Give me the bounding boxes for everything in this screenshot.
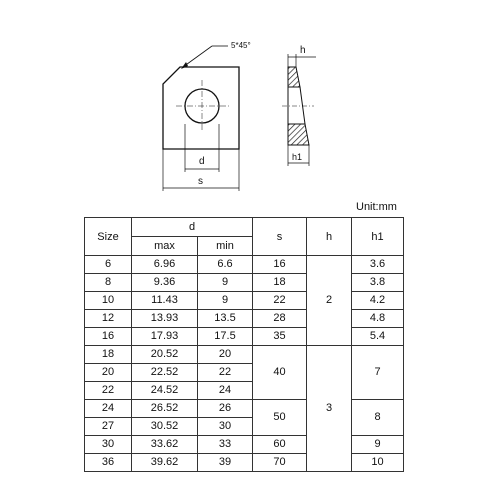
- table-row: [85, 256, 404, 274]
- cell-s: 28: [253, 310, 307, 328]
- table-row: [85, 436, 404, 454]
- cell-max: 39.62: [132, 454, 198, 472]
- front-view: [163, 41, 251, 191]
- cell-h: 3: [307, 346, 352, 472]
- table-row: [85, 310, 404, 328]
- side-view: [282, 45, 316, 166]
- cell-max: 20.52: [132, 346, 198, 364]
- section-middle: [288, 87, 305, 124]
- cell-h1: 5.4: [352, 328, 404, 346]
- cell-min: 9: [198, 292, 253, 310]
- header-size: Size: [85, 218, 132, 256]
- cell-h1: 8: [352, 400, 404, 436]
- cell-h: 2: [307, 256, 352, 346]
- cell-max: 13.93: [132, 310, 198, 328]
- cell-max: 24.52: [132, 382, 198, 400]
- header-row: [85, 218, 404, 237]
- table-row: [85, 454, 404, 472]
- header-max: max: [132, 237, 198, 256]
- cell-s: 60: [253, 436, 307, 454]
- cell-s: 22: [253, 292, 307, 310]
- cell-h1: 7: [352, 346, 404, 400]
- table-row: [85, 328, 404, 346]
- cell-size: 22: [85, 382, 132, 400]
- cell-min: 39: [198, 454, 253, 472]
- cell-size: 6: [85, 256, 132, 274]
- cell-max: 26.52: [132, 400, 198, 418]
- cell-s: 40: [253, 346, 307, 400]
- cell-size: 8: [85, 274, 132, 292]
- table-row: [85, 346, 404, 364]
- cell-max: 30.52: [132, 418, 198, 436]
- technical-drawing: [0, 0, 496, 200]
- cell-min: 22: [198, 364, 253, 382]
- unit-label: Unit:mm: [356, 201, 397, 213]
- header-d: d: [132, 218, 253, 237]
- cell-h1: 9: [352, 436, 404, 454]
- cell-min: 30: [198, 418, 253, 436]
- cell-min: 33: [198, 436, 253, 454]
- cell-max: 17.93: [132, 328, 198, 346]
- cell-min: 24: [198, 382, 253, 400]
- cell-min: 6.6: [198, 256, 253, 274]
- chamfer-arrow: [181, 62, 188, 69]
- cell-size: 16: [85, 328, 132, 346]
- cell-h1: 3.8: [352, 274, 404, 292]
- cell-s: 50: [253, 400, 307, 436]
- header-h: h: [307, 218, 352, 256]
- header-h1: h1: [352, 218, 404, 256]
- chamfer-leader: [183, 46, 212, 67]
- d-dimension-label: d: [199, 156, 205, 167]
- cell-size: 20: [85, 364, 132, 382]
- cell-max: 22.52: [132, 364, 198, 382]
- section-lower: [288, 124, 309, 145]
- cell-size: 18: [85, 346, 132, 364]
- chamfer-label: 5*45°: [231, 41, 251, 50]
- cell-min: 20: [198, 346, 253, 364]
- cell-max: 9.36: [132, 274, 198, 292]
- washer-outline: [163, 67, 239, 149]
- cell-max: 11.43: [132, 292, 198, 310]
- cell-size: 10: [85, 292, 132, 310]
- cell-min: 9: [198, 274, 253, 292]
- cell-h1: 4.2: [352, 292, 404, 310]
- cell-h1: 3.6: [352, 256, 404, 274]
- cell-h1: 10: [352, 454, 404, 472]
- cell-min: 17.5: [198, 328, 253, 346]
- section-upper: [288, 67, 300, 87]
- cell-size: 27: [85, 418, 132, 436]
- cell-size: 12: [85, 310, 132, 328]
- cell-s: 35: [253, 328, 307, 346]
- cell-size: 30: [85, 436, 132, 454]
- cell-max: 6.96: [132, 256, 198, 274]
- h-dimension-label: h: [300, 45, 306, 56]
- cell-min: 13.5: [198, 310, 253, 328]
- h1-dimension-label: h1: [292, 152, 303, 162]
- table-row: [85, 274, 404, 292]
- cell-s: 70: [253, 454, 307, 472]
- cell-s: 18: [253, 274, 307, 292]
- cell-s: 16: [253, 256, 307, 274]
- cell-max: 33.62: [132, 436, 198, 454]
- spec-table: [84, 217, 404, 472]
- cell-min: 26: [198, 400, 253, 418]
- header-min: min: [198, 237, 253, 256]
- cell-size: 24: [85, 400, 132, 418]
- cell-size: 36: [85, 454, 132, 472]
- s-dimension-label: s: [198, 176, 203, 187]
- table-row: [85, 400, 404, 418]
- header-s: s: [253, 218, 307, 256]
- cell-h1: 4.8: [352, 310, 404, 328]
- table-row: [85, 292, 404, 310]
